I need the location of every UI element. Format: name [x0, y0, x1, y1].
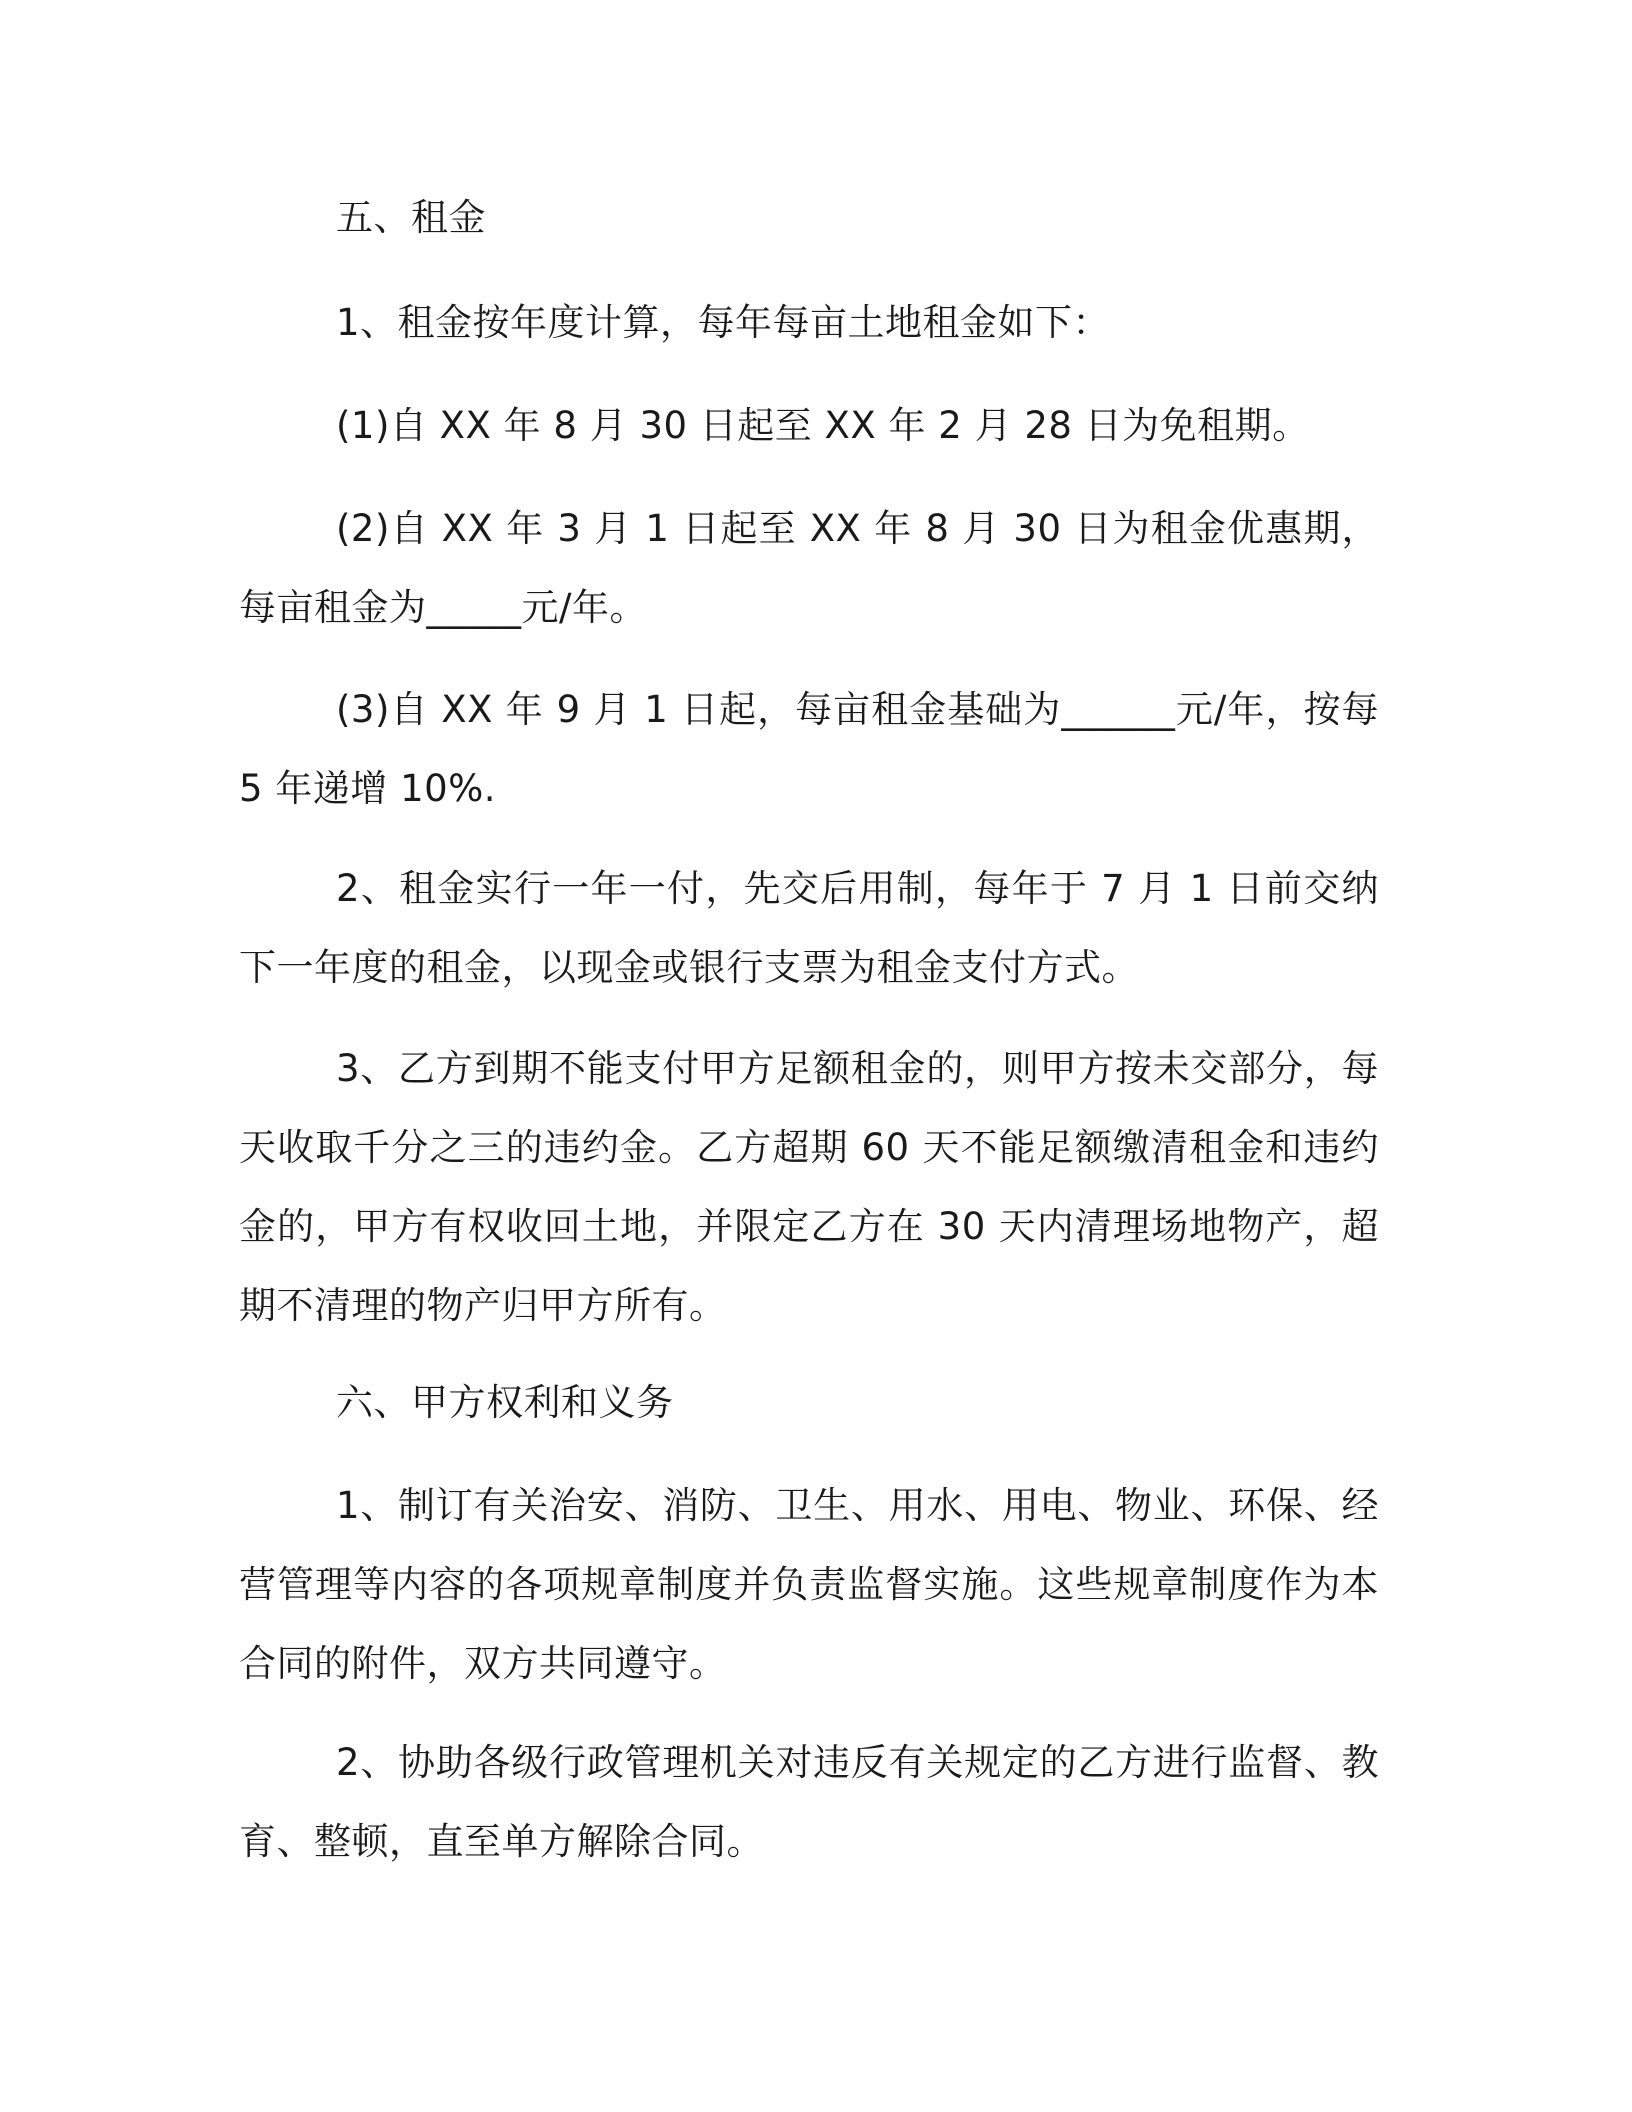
clause-regulations: 1、制订有关治安、消防、卫生、用水、用电、物业、环保、经营管理等内容的各项规章制度并负责监督实施。这些规章制度作为本合同的附件，双方共同遵守。: [239, 1484, 1379, 1685]
clause-supervision: 2、协助各级行政管理机关对违反有关规定的乙方进行监督、教育、整顿，直至单方解除合同。: [239, 1741, 1379, 1863]
section-heading-rent: 五、租金: [336, 196, 486, 239]
clause-late-payment: 3、乙方到期不能支付甲方足额租金的，则甲方按未交部分，每天收取千分之三的违约金。乙方超期 60 天不能足额缴清租金和违约金的，甲方有权收回土地，并限定乙方在 30 天内清理场地物产，超期不清理的物产归甲方所有。: [239, 1047, 1379, 1327]
section-heading-party-a: 六、甲方权利和义务: [336, 1381, 674, 1424]
clause-rent-base: (3)自 XX 年 9 月 1 日起，每亩租金基础为______元/年，按每 5 年递增 10%.: [239, 688, 1379, 810]
clause-rent-free-period: (1)自 XX 年 8 月 30 日起至 XX 年 2 月 28 日为免租期。: [336, 404, 1310, 447]
clause-rent-discount-period: (2)自 XX 年 3 月 1 日起至 XX 年 8 月 30 日为租金优惠期，每亩租金为_____元/年。: [239, 507, 1379, 629]
clause-rent-calculation: 1、租金按年度计算，每年每亩土地租金如下：: [336, 301, 1111, 344]
clause-rent-payment: 2、租金实行一年一付，先交后用制，每年于 7 月 1 日前交纳下一年度的租金，以现金或银行支票为租金支付方式。: [239, 867, 1379, 989]
